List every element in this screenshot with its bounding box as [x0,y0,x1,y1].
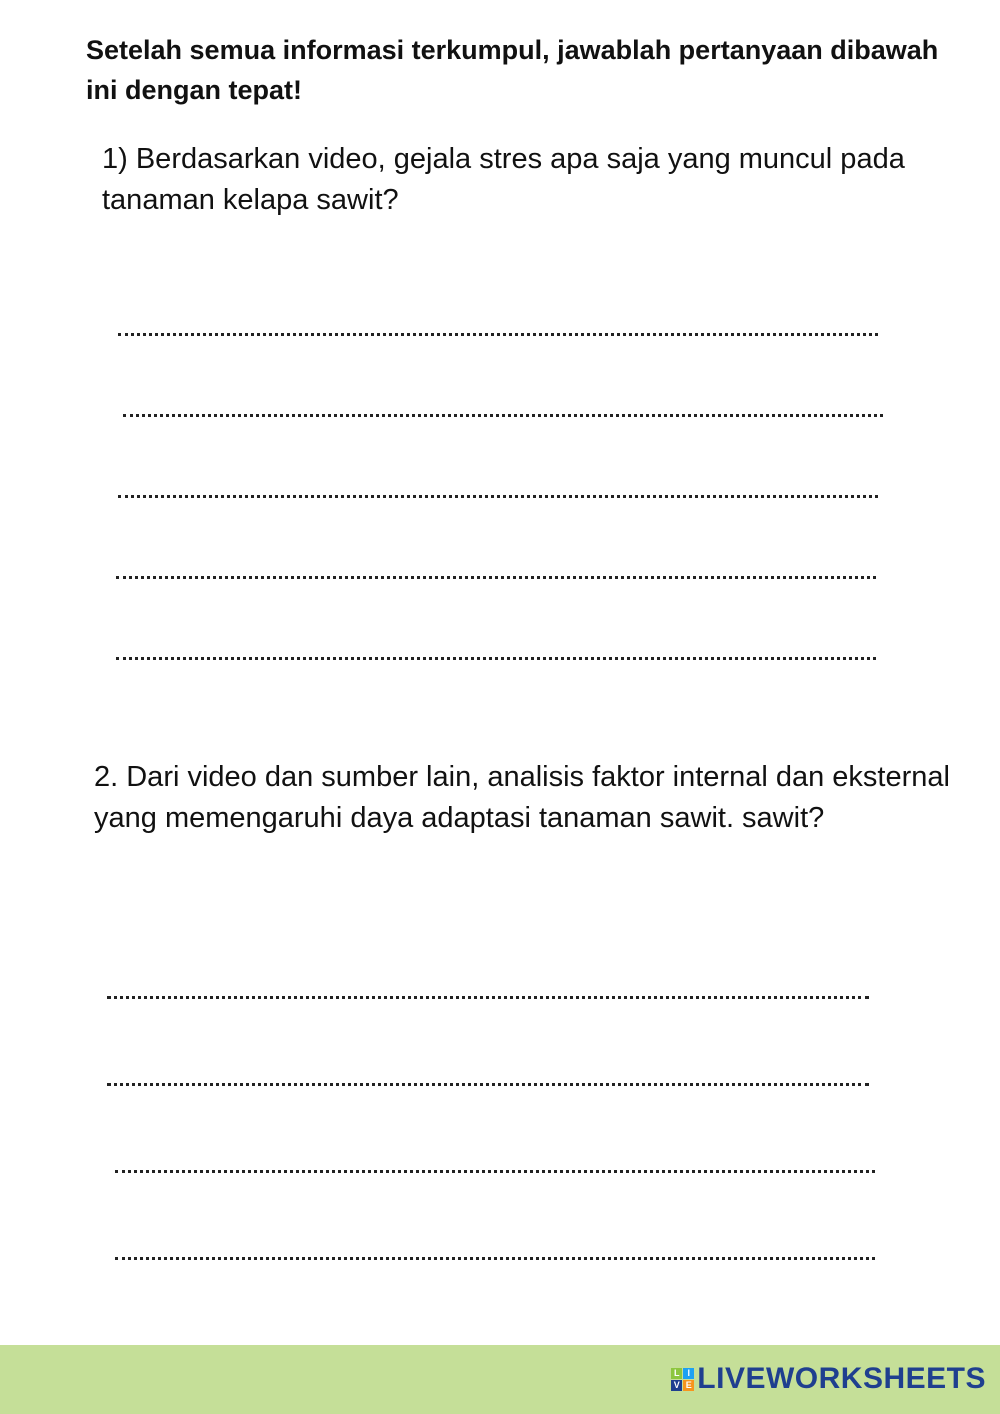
logo-letter-e: E [683,1380,694,1391]
answer-line-q1-5[interactable] [116,657,876,660]
answer-line-q2-3[interactable] [115,1170,875,1173]
question-2: 2. Dari video dan sumber lain, analisis faktor internal dan eksternal yang memengaruhi daya adaptasi tanaman sawit. sawit? [94,761,950,834]
answer-line-q2-1[interactable] [107,996,869,999]
instruction-heading: Setelah semua informasi terkumpul, jawablah pertanyaan dibawah ini dengan tepat! [86,35,939,105]
logo-letter-v: V [671,1380,682,1391]
answer-line-q1-1[interactable] [118,333,878,336]
liveworksheets-logo-icon [671,1368,694,1391]
answer-line-q1-2[interactable] [123,414,883,417]
footer-bar [0,1345,1000,1414]
answer-line-q1-4[interactable] [116,576,876,579]
liveworksheets-brand[interactable] [671,1359,986,1399]
brand-name: LIVEWORKSHEETS [697,1362,986,1395]
question-1: 1) Berdasarkan video, gejala stres apa saja yang muncul pada tanaman kelapa sawit? [102,143,905,216]
answer-line-q2-4[interactable] [115,1257,875,1260]
logo-letter-l: L [671,1368,682,1379]
answer-line-q2-2[interactable] [107,1083,869,1086]
answer-line-q1-3[interactable] [118,495,878,498]
logo-letter-i: I [683,1368,694,1379]
